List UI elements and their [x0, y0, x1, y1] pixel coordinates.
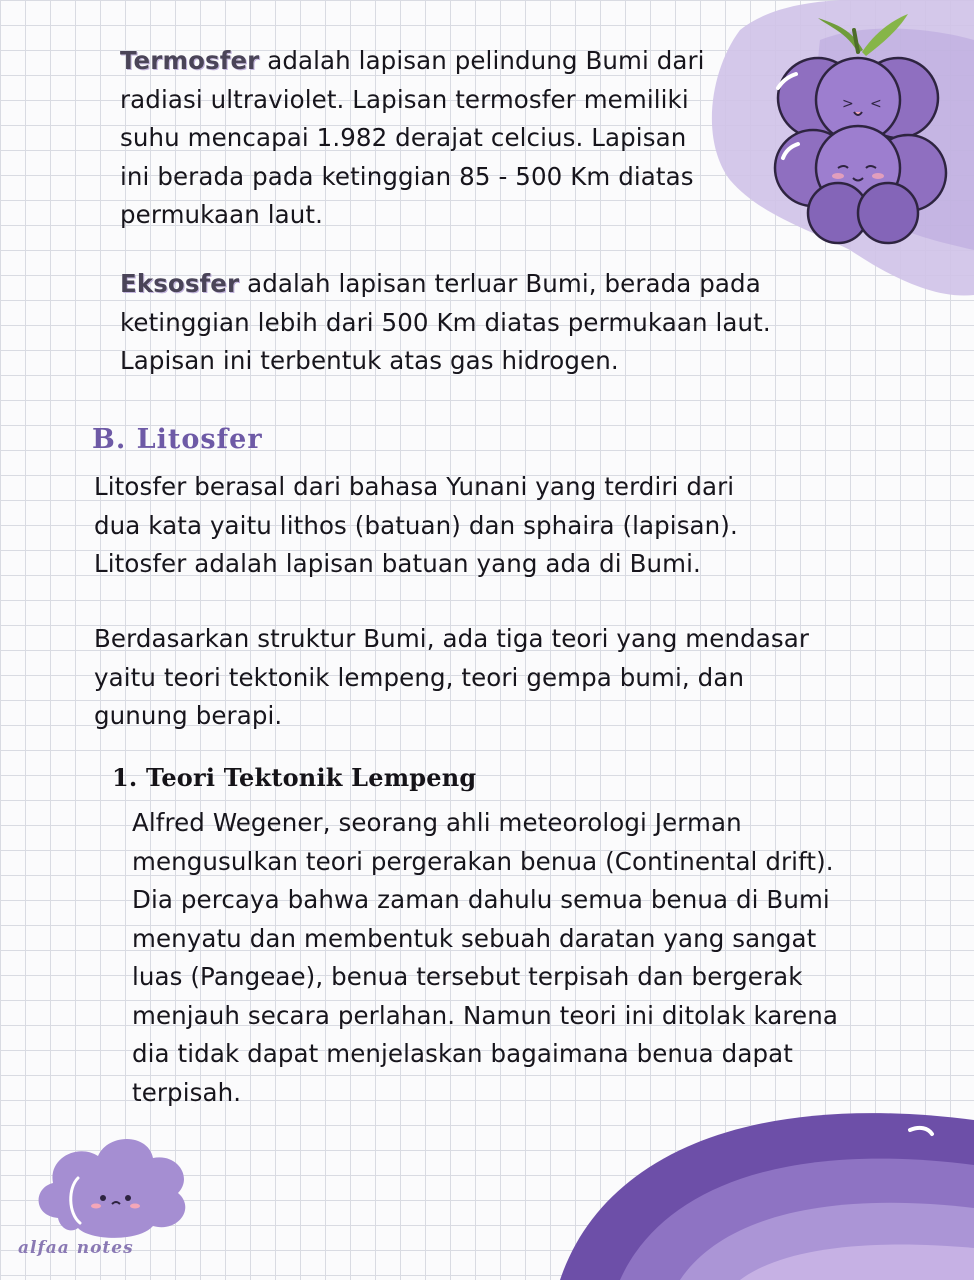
- text-line: Berdasarkan struktur Bumi, ada tiga teori yang mendasar: [94, 624, 809, 653]
- text-line: menyatu dan membentuk sebuah daratan yang sangat: [132, 923, 817, 953]
- text-line: luas (Pangeae), benua tersebut terpisah dan bergerak: [132, 962, 803, 991]
- text-line: adalah lapisan pelindung Bumi dari: [259, 46, 705, 75]
- text-line: Litosfer berasal dari bahasa Yunani yang terdiri dari: [94, 472, 735, 501]
- text-line: gunung berapi.: [94, 701, 283, 730]
- text-line: radiasi ultraviolet. Lapisan termosfer memiliki: [120, 84, 689, 114]
- signature-text: alfaa notes: [18, 1238, 134, 1258]
- text-line: permukaan laut.: [120, 200, 324, 229]
- text-line: dia tidak dapat menjelaskan bagaimana benua dapat: [132, 1039, 793, 1068]
- svg-text:<: <: [870, 96, 882, 112]
- text-line: menjauh secara perlahan. Namun teori ini ditolak karena: [132, 1000, 838, 1030]
- svg-text:>: >: [842, 96, 854, 112]
- text-line: Dia percaya bahwa zaman dahulu semua benua di Bumi: [132, 885, 830, 914]
- text-line: Lapisan ini terbentuk atas gas hidrogen.: [120, 346, 619, 375]
- text-line: adalah lapisan terluar Bumi, berada pada: [239, 269, 761, 298]
- litosfer-intro-paragraph: [94, 468, 738, 584]
- text-line: suhu mencapai 1.982 derajat celcius. Lapisan: [120, 123, 687, 152]
- grape-character-icon: [758, 8, 968, 248]
- section-heading-litosfer: B. Litosfer: [92, 424, 263, 455]
- text-line: Alfred Wegener, seorang ahli meteorologi Jerman: [132, 808, 742, 837]
- text-line: ini berada pada ketinggian 85 - 500 Km diatas: [120, 161, 694, 191]
- termosfer-paragraph: [120, 42, 705, 235]
- text-line: yaitu teori tektonik lempeng, teori gempa bumi, dan: [94, 662, 745, 692]
- text-line: mengusulkan teori pergerakan benua (Continental drift).: [132, 846, 834, 876]
- eksosfer-paragraph: [120, 265, 771, 381]
- termosfer-term: Termosfer: [120, 46, 260, 75]
- text-line: Litosfer adalah lapisan batuan yang ada di Bumi.: [94, 549, 701, 578]
- text-line: ketinggian lebih dari 500 Km diatas permukaan laut.: [120, 307, 771, 337]
- subsection-heading-tektonik: 1. Teori Tektonik Lempeng: [112, 763, 477, 792]
- text-line: dua kata yaitu lithos (batuan) dan sphaira (lapisan).: [94, 510, 738, 540]
- tektonik-paragraph: [132, 804, 838, 1112]
- rainbow-arc-decoration: [560, 1090, 974, 1280]
- purple-cloud-character-icon: [28, 1128, 198, 1243]
- theory-intro-paragraph: [94, 620, 809, 736]
- eksosfer-term: Eksosfer: [120, 269, 240, 298]
- text-line: terpisah.: [132, 1077, 242, 1107]
